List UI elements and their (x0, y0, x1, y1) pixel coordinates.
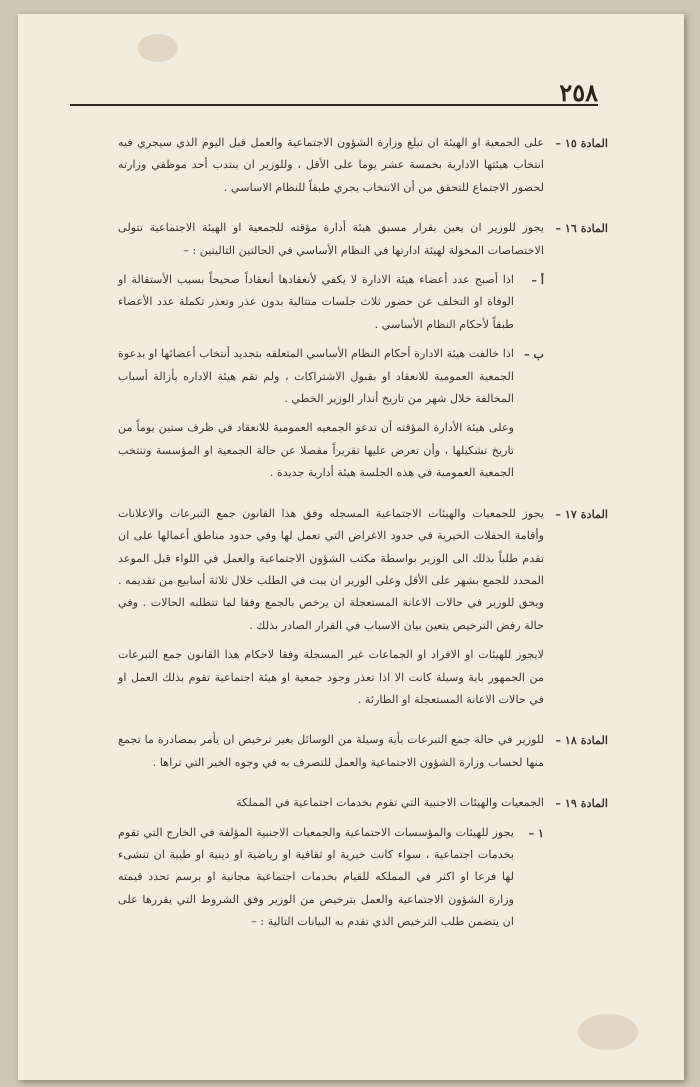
article-15 (18, 132, 684, 199)
page-number: ٢٥٨ (559, 78, 598, 107)
article-paragraph: يجوز للوزير ان يعين بقرار مسبق هيئة أدارة مؤقته للجمعية او الهيئة الاجتماعية تتولى الاختصاصات المخولة لهيئة ادارتها في النظام الأساسي في الحالتين التاليتين : – (118, 221, 544, 257)
article-body (118, 217, 544, 484)
article-17 (18, 503, 684, 712)
item-text: اذا أصبح عدد أعضاء هيئة الادارة لا يكفي لأنعقادها أنعقاداً صحيحاً بسبب الأستقالة او الوفاة او التخلف عن حضور ثلاث جلسات متتالية بدون عذر وتعذر تكملة عدد الأعضاء طبقاً لأحكام النظام الأساسي . (118, 273, 514, 331)
article-paragraph: لايجوز للهيئات او الافراد او الجماعات غير المسجلة وفقا لاحكام هذا القانون جمع التبرعات من الجمهور باية وسيلة كانت الا اذا تعذر وجود جمعية او هيئة اجتماعية تقوم بذلك العمل او في حالات الاعانة المستعجلة او الطارئة . (118, 648, 544, 706)
article-item-a (118, 269, 544, 336)
item-text: وعلى هيئة الأدارة المؤقته أن تدعو الجمعيه العمومية للانعقاد في ظرف ستين يوماً من تاريخ تشكيلها ، وأن تعرض عليها تقريراً مفصلا عن حالة الجمعية او المؤسسة وتنتخب الجمعية العمومية في هذه الجلسة هيئة أدارية جديدة . (118, 421, 514, 480)
item-marker: ١ – (528, 825, 544, 840)
item-marker: ب – (523, 347, 544, 362)
article-body (118, 132, 544, 199)
article-body (118, 792, 544, 933)
item-text: اذا خالفت هيئة الادارة أحكام النظام الأساسي المتعلقه بتجديد أنتخاب أعضائها او بدعوة الجمعية العمومية للانعقاد او بقبول الاشتراكات ، ولم تقم هيئة الاداره بأزالة أسباب المخالفة خلال شهر من تاريخ أنذار الوزير الخطي . (118, 347, 514, 406)
document-page (18, 14, 684, 1080)
item-marker: أ – (531, 273, 544, 288)
document-body (18, 132, 684, 952)
article-18 (18, 729, 684, 774)
article-label: المادة ١٨ – (555, 733, 608, 748)
article-label: المادة ١٥ – (555, 136, 608, 150)
article-label: المادة ١٩ – (555, 796, 608, 811)
article-paragraph: على الجمعية او الهيئة ان تبلغ وزارة الشؤون الاجتماعية والعمل قبل اليوم الذي سيجري فيه انتخاب هيئتها الادارية بخمسة عشر يوما على الأقل ، وللوزير ان ينتدب أحد موظفي وزارته لحضور الاجتماع للتحقق من أن الانتخاب يجري طبقاً للنظام الاساسي . (118, 136, 544, 194)
article-19 (18, 792, 684, 933)
header-rule (70, 104, 598, 106)
article-16 (18, 217, 684, 484)
article-item-b (118, 343, 544, 484)
article-label: المادة ١٦ – (555, 221, 608, 236)
paper-stain (578, 1014, 638, 1050)
article-label: المادة ١٧ – (555, 506, 608, 521)
item-text: يجوز للهيئات والمؤسسات الاجتماعية والجمعيات الاجنبية المؤلفة في الخارج التي تقوم بخدمات اجتماعية ، سواء كانت خيرية او ثقافية او رياضية او دينية او طبية ان تنشىء لها فرعا او اكثر في المملكه للقيام بخدمات اجتماعية مجانية او برسم تحدد قيمته وزارة الشؤون الاجتماعية والعمل بترخيص من الوزير وفق الشروط التي يقررها على ان يتضمن طلب الترخيص الذي تقدم به البيانات التالية : – (118, 825, 514, 929)
article-paragraph: الجمعيات والهيئات الاجنبية التي تقوم بخدمات اجتماعية في المملكة (236, 796, 544, 810)
article-paragraph: للوزير في حالة جمع التبرعات بأية وسيلة من الوسائل بغير ترخيص ان يأمر بمصادرة ما تجمع منها لحساب وزارة الشؤون الاجتماعية والعمل للتصرف به في وجوه الخير التي تراها . (118, 733, 544, 769)
article-item-1 (118, 822, 544, 934)
paper-stain (138, 34, 178, 62)
article-paragraph: يجوز للجمعيات والهيئات الاجتماعية المسجله وفق هذا القانون جمع التبرعات والاعلانات وأقامة الحفلات الخيرية في حدود الاغراض التي تعمل لها وفي حدود مناطق أعمالها على ان تقدم طلباً بذلك الى الوزير بواسطة مكتب الشؤون الاجتماعية والعمل في اللواء قبل الموعد المحدد للجمع بشهر على الأقل وعلى الوزير ان يبت في الطلب خلال ثلاثة أسابيع من تقديمه . ويحق للوزير في حالات الاعانة المستعجلة ان يرخص بالجمع وفقا لما تتطلبه الحالات . وفي حالة رفض الترخيص يتعين بيان الاسباب في القرار الصادر بذلك . (118, 506, 544, 632)
article-body (118, 729, 544, 774)
article-body (118, 503, 544, 712)
